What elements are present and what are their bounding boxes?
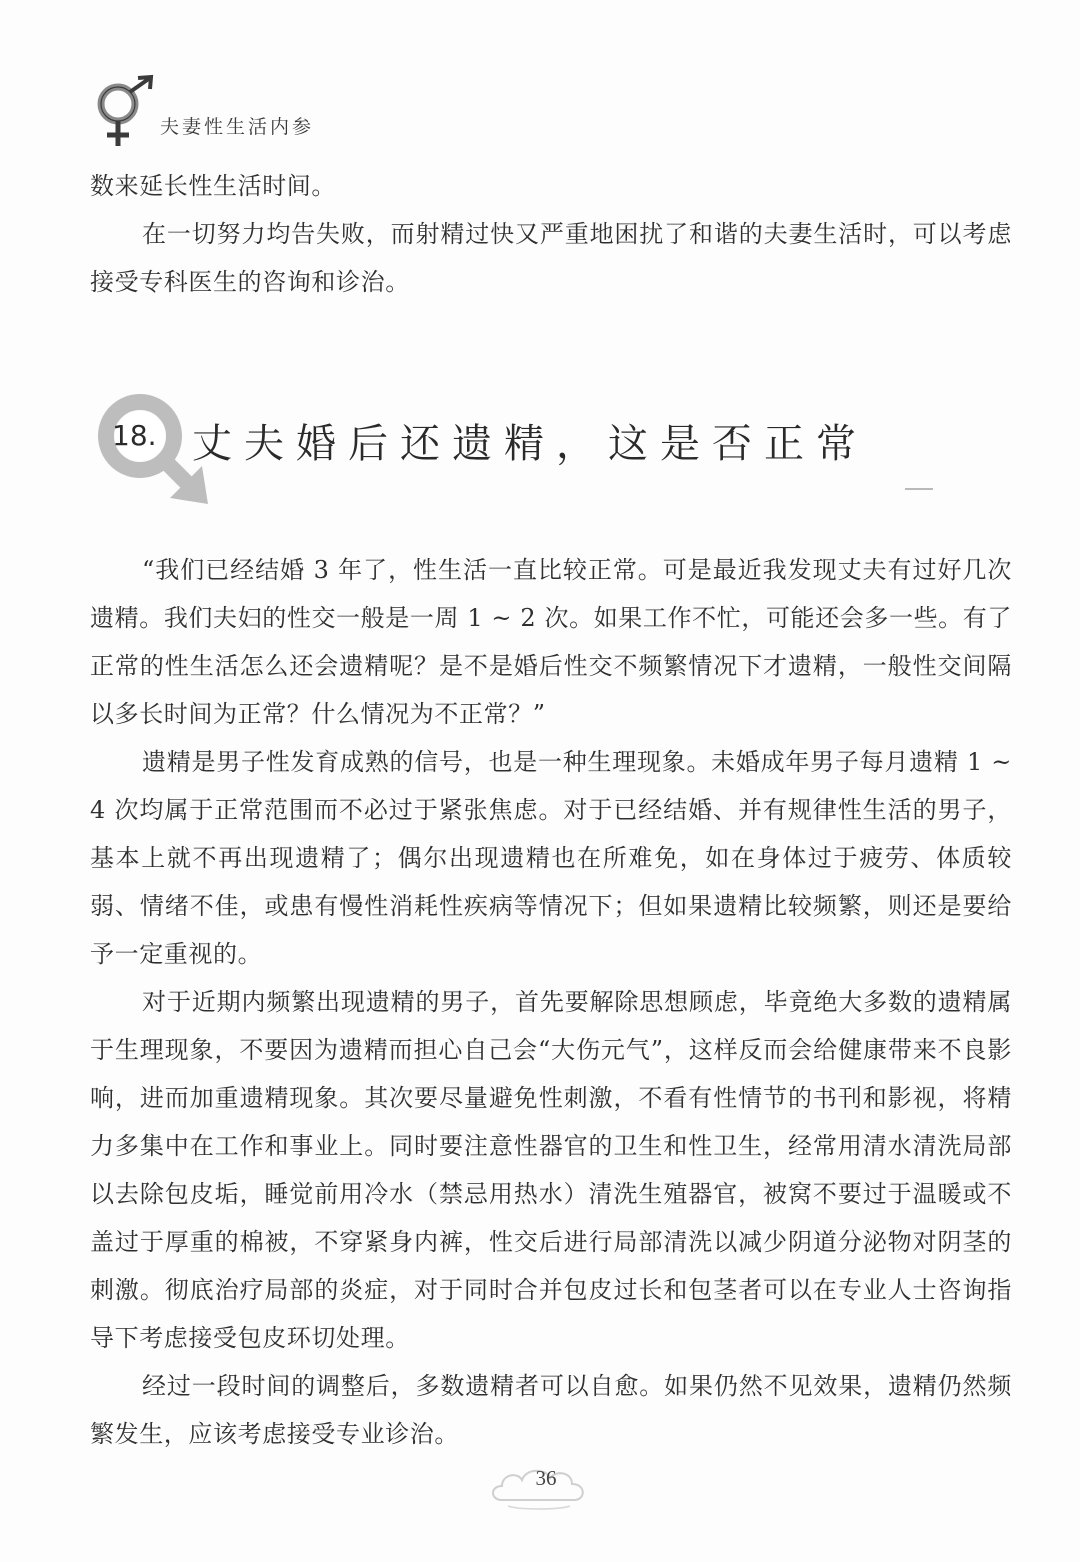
body-paragraph-1: “我们已经结婚 3 年了，性生活一直比较正常。可是最近我发现丈夫有过好几次遗精。我们夫妇的性交一般是一周 1 ~ 2 次。如果工作不忙，可能还会多一些。有了正常的性生活怎么还会遗精呢？是不是婚后性交不频繁情况下才遗精，一般性交间隔以多长时间为正常？什么情况为不正常？” xyxy=(90,556,1012,728)
intro-paragraph-1: 数来延长性生活时间。 xyxy=(90,172,336,200)
running-header-title: 夫妻性生活内参 xyxy=(160,116,315,138)
scan-mark xyxy=(905,488,933,490)
intro-paragraph-2: 在一切努力均告失败，而射精过快又严重地困扰了和谐的夫妻生活时，可以考虑接受专科医生的咨询和诊治。 xyxy=(90,220,1012,296)
section-title: 丈夫婚后还遗精，这是否正常 xyxy=(192,421,868,467)
body-paragraph-3: 对于近期内频繁出现遗精的男子，首先要解除思想顾虑，毕竟绝大多数的遗精属于生理现象，不要因为遗精而担心自己会“大伤元气”，这样反而会给健康带来不良影响，进而加重遗精现象。其次要尽量避免性刺激，不看有性情节的书刊和影视，将精力多集中在工作和事业上。同时要注意性器官的卫生和性卫生，经常用清水清洗局部以去除包皮垢，睡觉前用冷水（禁忌用热水）清洗生殖器官，被窝不要过于温暖或不盖过于厚重的棉被，不穿紧身内裤，性交后进行局部清洗以减少阴道分泌物对阴茎的刺激。彻底治疗局部的炎症，对于同时合并包皮过长和包茎者可以在专业人士咨询指导下考虑接受包皮环切处理。 xyxy=(90,988,1012,1352)
section-number: 18. xyxy=(112,419,157,452)
page-number: 36 xyxy=(535,1466,557,1490)
body-paragraph-2: 遗精是男子性发育成熟的信号，也是一种生理现象。未婚成年男子每月遗精 1 ~ 4 次均属于正常范围而不必过于紧张焦虑。对于已经结婚、并有规律性生活的男子，基本上就不再出现遗精了；偶尔出现遗精也在所难免，如在身体过于疲劳、体质较弱、情绪不佳，或患有慢性消耗性疾病等情况下；但如果遗精比较频繁，则还是要给予一定重视的。 xyxy=(90,748,1012,968)
body-paragraph-4: 经过一段时间的调整后，多数遗精者可以自愈。如果仍然不见效果，遗精仍然频繁发生，应该考虑接受专业诊治。 xyxy=(90,1372,1012,1448)
male-female-symbol-icon xyxy=(88,74,166,154)
